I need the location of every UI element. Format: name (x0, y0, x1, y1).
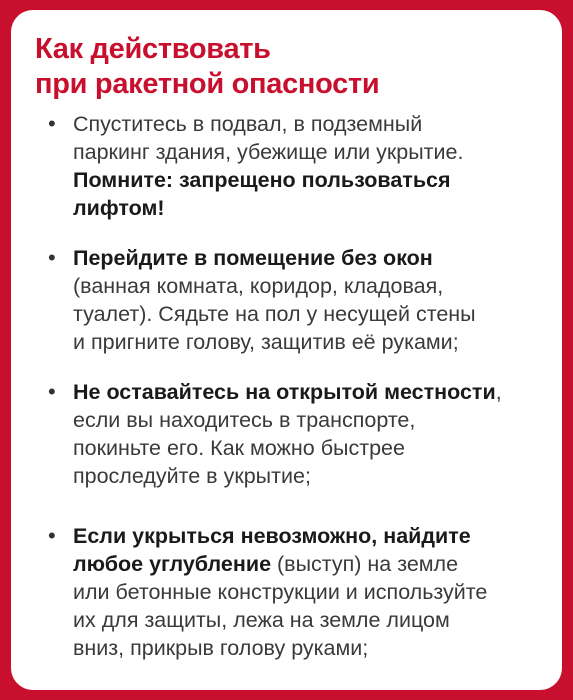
list-item-line (73, 578, 542, 606)
emphasis-text: Если укрыться невозможно, найдите (73, 524, 471, 548)
title-line-2: при ракетной опасности (35, 68, 380, 100)
list-item-line (73, 272, 542, 300)
list-item-line (73, 550, 542, 578)
body-text: если вы находитесь в транспорте, (73, 408, 416, 432)
body-text: паркинг здания, убежище или укрытие. (73, 140, 464, 164)
body-text: или бетонные конструкции и используйте (73, 580, 488, 604)
list-item-line (73, 434, 542, 462)
instruction-card (11, 10, 562, 690)
bullet-icon: • (48, 111, 56, 136)
list-item-line (73, 244, 542, 272)
list-item (35, 522, 542, 662)
bullet-icon: • (48, 245, 56, 270)
instruction-list (35, 110, 542, 662)
list-item-line (73, 522, 542, 550)
list-item-line (73, 406, 542, 434)
list-item-line (73, 328, 542, 356)
body-text: Спуститесь в подвал, в подземный (73, 112, 423, 136)
body-text: покиньте его. Как можно быстрее (73, 436, 405, 460)
list-item-line (73, 138, 542, 166)
list-item (35, 110, 542, 222)
body-text: вниз, прикрыв голову руками; (73, 636, 369, 660)
list-item-line (73, 194, 542, 222)
list-item-line (73, 300, 542, 328)
list-item (35, 378, 542, 490)
emphasis-text: любое углубление (73, 552, 272, 576)
body-text: туалет). Сядьте на пол у несущей стены (73, 302, 476, 326)
page-title (35, 32, 542, 102)
list-item-line (73, 378, 542, 406)
list-item (35, 244, 542, 356)
list-item-line (73, 110, 542, 138)
body-text: (ванная комната, коридор, кладовая, (73, 274, 444, 298)
body-text: (выступ) на земле (271, 552, 459, 576)
emphasis-text: Не оставайтесь на открытой местности (73, 380, 496, 404)
emphasis-text: Помните: запрещено пользоваться (73, 168, 451, 192)
emphasis-text: Перейдите в помещение без окон (73, 246, 433, 270)
body-text: проследуйте в укрытие; (73, 464, 311, 488)
list-item-line (73, 166, 542, 194)
bullet-icon: • (48, 379, 56, 404)
title-line-1: Как действовать (35, 33, 271, 65)
body-text: и пригните голову, защитив её руками; (73, 330, 459, 354)
list-item-line (73, 606, 542, 634)
bullet-icon: • (48, 523, 56, 548)
list-item-line (73, 634, 542, 662)
list-item-line (73, 462, 542, 490)
body-text: , (495, 380, 502, 404)
emphasis-text: лифтом! (73, 196, 165, 220)
body-text: их для защиты, лежа на земле лицом (73, 608, 450, 632)
